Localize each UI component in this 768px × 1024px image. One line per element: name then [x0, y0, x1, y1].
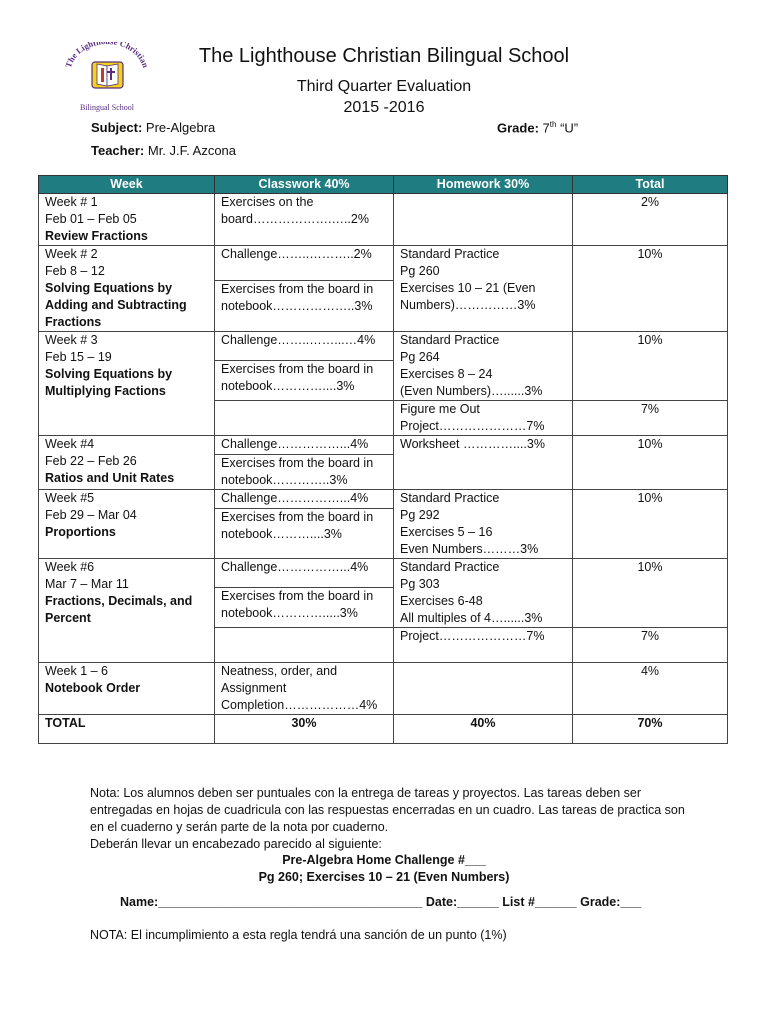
classwork-cell: Neatness, order, and Assignment Completion………………4%: [215, 663, 394, 715]
homework-line: Pg 303: [400, 577, 440, 591]
header-classwork: Classwork 40%: [215, 176, 394, 194]
homework-line: Standard Practice: [400, 491, 500, 505]
note-block: [90, 785, 690, 853]
homework-line: All multiples of 4…......3%: [400, 611, 543, 625]
school-header: [0, 45, 768, 68]
classwork-cell: Exercises from the board in notebook…………....3%: [215, 361, 394, 401]
totals-total: 70%: [573, 715, 728, 744]
note-paragraph: Nota: Los alumnos deben ser puntuales con la entrega de tareas y proyectos. Las tareas deben ser entregadas en hojas de cuadricula con las respuestas encerradas en un cuadro. Las tareas de practica son en el cuaderno y serán parte de la nota por cuaderno.: [90, 786, 685, 834]
week-dates: Feb 8 – 12: [45, 264, 105, 278]
week-cell: [39, 194, 215, 246]
week-topic: Review Fractions: [45, 229, 148, 243]
header-week: Week: [39, 176, 215, 194]
classwork-cell: Exercises from the board in notebook………….....3%: [215, 588, 394, 628]
table-row: [39, 194, 728, 246]
homework-line: Figure me Out: [400, 402, 480, 416]
table-row: [39, 246, 728, 281]
totals-label: TOTAL: [39, 715, 215, 744]
totals-homework: 40%: [394, 715, 573, 744]
table-row: [39, 663, 728, 715]
name-date-line: Name:______________________________________ Date:______ List #______ Grade:___: [120, 895, 642, 909]
subject-label: Subject:: [91, 120, 143, 135]
week-cell: [39, 246, 215, 332]
totals-classwork: 30%: [215, 715, 394, 744]
homework-line: Standard Practice: [400, 560, 500, 574]
total-cell: 10%: [573, 559, 728, 628]
penalty-note: NOTA: El incumplimiento a esta regla tendrá una sanción de un punto (1%): [90, 928, 507, 942]
total-cell: 10%: [573, 490, 728, 559]
school-name: The Lighthouse Christian Bilingual School: [198, 45, 570, 67]
week-number: Week # 3: [45, 333, 98, 347]
classwork-cell: Exercises on the board……………….…..2%: [215, 194, 394, 246]
logo-text-top: The Light Christian: [63, 42, 151, 69]
week-cell: [39, 663, 215, 715]
week-number: Week # 2: [45, 247, 98, 261]
totals-row: [39, 715, 728, 744]
grade-group: “U”: [560, 120, 579, 136]
week-topic: Solving Equations by Adding and Subtracting Fractions: [45, 281, 187, 329]
classwork-cell: Challenge……………...4%: [215, 436, 394, 455]
homework-line: Exercises 6-48: [400, 594, 483, 608]
table-row: [39, 559, 728, 588]
total-cell: 10%: [573, 246, 728, 332]
evaluation-title: Third Quarter Evaluation: [296, 78, 472, 95]
note-line: Deberán llevar un encabezado parecido al siguiente:: [90, 837, 382, 851]
homework-line: Project…………………7%: [400, 419, 545, 433]
classwork-cell: Exercises from the board in notebook…………..3%: [215, 455, 394, 490]
classwork-cell: [215, 628, 394, 663]
homework-line: Even Numbers………3%: [400, 542, 539, 556]
homework-cell: Worksheet …………....3%: [394, 436, 573, 490]
week-cell: [39, 436, 215, 490]
header-homework: Homework 30%: [394, 176, 573, 194]
homework-line: Pg 264: [400, 350, 440, 364]
homework-line: Exercises 10 – 21 (Even Numbers)……………3%: [400, 281, 536, 312]
week-cell: [39, 559, 215, 663]
homework-line: Exercises 8 – 24: [400, 367, 493, 381]
homework-cell: [394, 559, 573, 628]
grade-line: [497, 120, 578, 135]
evaluation-table: [38, 175, 728, 744]
teacher-value: Mr. J.F. Azcona: [147, 143, 237, 158]
total-cell: 10%: [573, 332, 728, 401]
homework-cell: [394, 663, 573, 715]
week-number: Week #4: [45, 437, 95, 451]
total-cell: 4%: [573, 663, 728, 715]
homework-cell: [394, 490, 573, 559]
homework-line: Standard Practice: [400, 333, 500, 347]
week-number: Week # 1: [45, 195, 98, 209]
homework-cell: [394, 246, 573, 332]
week-cell: [39, 332, 215, 436]
week-dates: Mar 7 – Mar 11: [45, 577, 129, 591]
table-row: [39, 332, 728, 361]
subject-value: Pre-Algebra: [145, 120, 216, 135]
week-number: Week #5: [45, 491, 95, 505]
homework-line: Standard Practice: [400, 247, 500, 261]
homework-cell: [394, 332, 573, 401]
week-topic: Ratios and Unit Rates: [45, 471, 175, 485]
week-dates: Feb 15 – 19: [45, 350, 112, 364]
classwork-cell: Challenge……………...4%: [215, 559, 394, 588]
total-cell: 7%: [573, 401, 728, 436]
challenge-heading: Pre-Algebra Home Challenge #___: [282, 853, 486, 867]
table-row: [39, 490, 728, 509]
classwork-cell: Exercises from the board in notebook………....3%: [215, 509, 394, 559]
week-dates: Feb 01 – Feb 05: [45, 212, 137, 226]
classwork-cell: Challenge……..……...…4%: [215, 332, 394, 361]
homework-cell: [394, 401, 573, 436]
homework-cell: Project…………………7%: [394, 628, 573, 663]
teacher-line: [91, 143, 236, 158]
week-dates: Feb 29 – Mar 04: [45, 508, 137, 522]
homework-line: (Even Numbers)…......3%: [400, 384, 543, 398]
week-number: Week #6: [45, 560, 95, 574]
week-topic: Solving Equations by Multiplying Factions: [45, 367, 173, 398]
classwork-cell: [215, 401, 394, 436]
subject-line: [91, 120, 215, 135]
classwork-cell: Exercises from the board in notebook………………..3%: [215, 281, 394, 332]
grade-label: Grade:: [497, 120, 539, 136]
teacher-label: Teacher:: [91, 143, 145, 158]
week-topic: Proportions: [45, 525, 116, 539]
week-cell: [39, 490, 215, 559]
week-number: Week 1 – 6: [45, 664, 109, 678]
school-year: 2015 -2016: [343, 99, 425, 116]
week-topic: Notebook Order: [45, 681, 141, 695]
total-cell: 7%: [573, 628, 728, 663]
total-cell: 10%: [573, 436, 728, 490]
logo-text-bottom: Bilingual School: [80, 103, 134, 112]
classwork-cell: Challenge……..………..2%: [215, 246, 394, 281]
week-topic: Fractions, Decimals, and Percent: [45, 594, 193, 625]
challenge-subheading: Pg 260; Exercises 10 – 21 (Even Numbers): [258, 870, 510, 884]
homework-line: Pg 292: [400, 508, 440, 522]
classwork-cell: Challenge……………...4%: [215, 490, 394, 509]
homework-cell: [394, 194, 573, 246]
grade-sup: th: [549, 120, 557, 129]
total-cell: 2%: [573, 194, 728, 246]
week-dates: Feb 22 – Feb 26: [45, 454, 137, 468]
homework-line: Pg 260: [400, 264, 440, 278]
table-row: [39, 436, 728, 455]
homework-line: Exercises 5 – 16: [400, 525, 493, 539]
header-total: Total: [573, 176, 728, 194]
table-header-row: [39, 176, 728, 194]
grade-value: 7: [542, 120, 550, 136]
